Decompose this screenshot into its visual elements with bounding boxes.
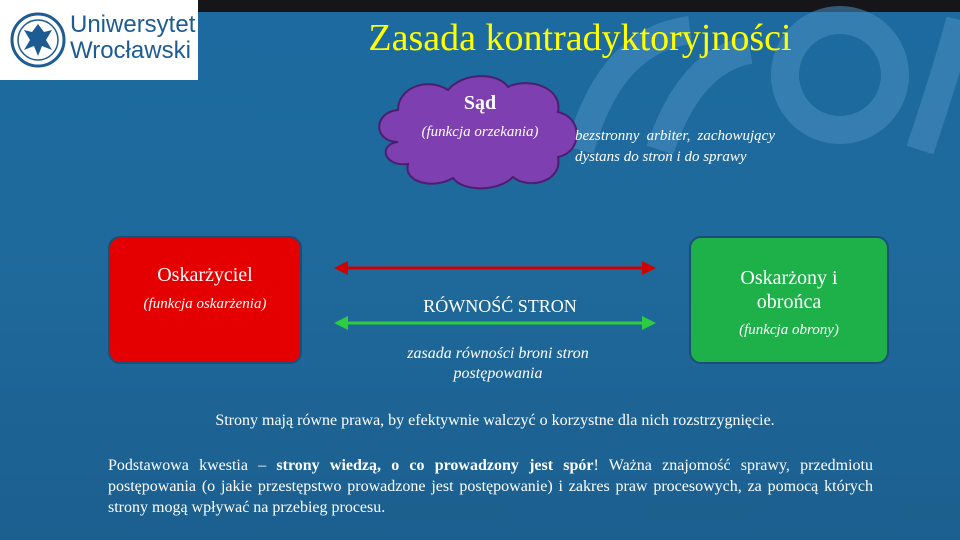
logo-line-2: Wrocławski	[70, 37, 191, 64]
defense-box	[689, 236, 889, 364]
eagle-emblem-icon	[10, 10, 66, 70]
paragraph-part-2: ! Ważna znajomość sprawy, przedmiotu postępowania (o jakie przestępstwo prowadzone jest postępowanie) i zakres praw procesowych, za pomocą których strony mogą wpływać na przebieg procesu.	[108, 457, 874, 516]
green-double-arrow	[334, 316, 656, 330]
prosecutor-box	[108, 236, 302, 364]
equality-label: RÓWNOŚĆ STRON	[423, 296, 577, 316]
prosecutor-title: Oskarżyciel	[157, 264, 253, 286]
logo-line-1: Uniwersytet	[70, 11, 196, 38]
slide-title: Zasada kontradyktoryjności	[368, 17, 792, 59]
defense-subtitle: (funkcja obrony)	[739, 322, 839, 338]
court-subtitle: (funkcja orzekania)	[421, 124, 539, 140]
university-logo	[0, 0, 198, 80]
equality-arrows	[330, 255, 660, 335]
red-double-arrow	[334, 261, 656, 275]
paragraph-part-1: Podstawowa kwestia –	[108, 457, 277, 474]
court-description: bezstronny arbiter, zachowujący dystans do stron i do sprawy	[575, 128, 775, 165]
rights-sentence: Strony mają równe prawa, by efektywnie walczyć o korzystne dla nich rozstrzygnięcie.	[215, 412, 775, 429]
prosecutor-subtitle: (funkcja oskarżenia)	[143, 296, 267, 312]
main-paragraph	[108, 455, 873, 518]
equality-note: zasada równości broni stron postępowania	[407, 345, 589, 382]
paragraph-bold: strony wiedzą, o co prowadzony jest spór	[276, 457, 594, 474]
court-title: Sąd	[463, 92, 497, 114]
defense-title: Oskarżony i obrońca	[740, 267, 838, 313]
